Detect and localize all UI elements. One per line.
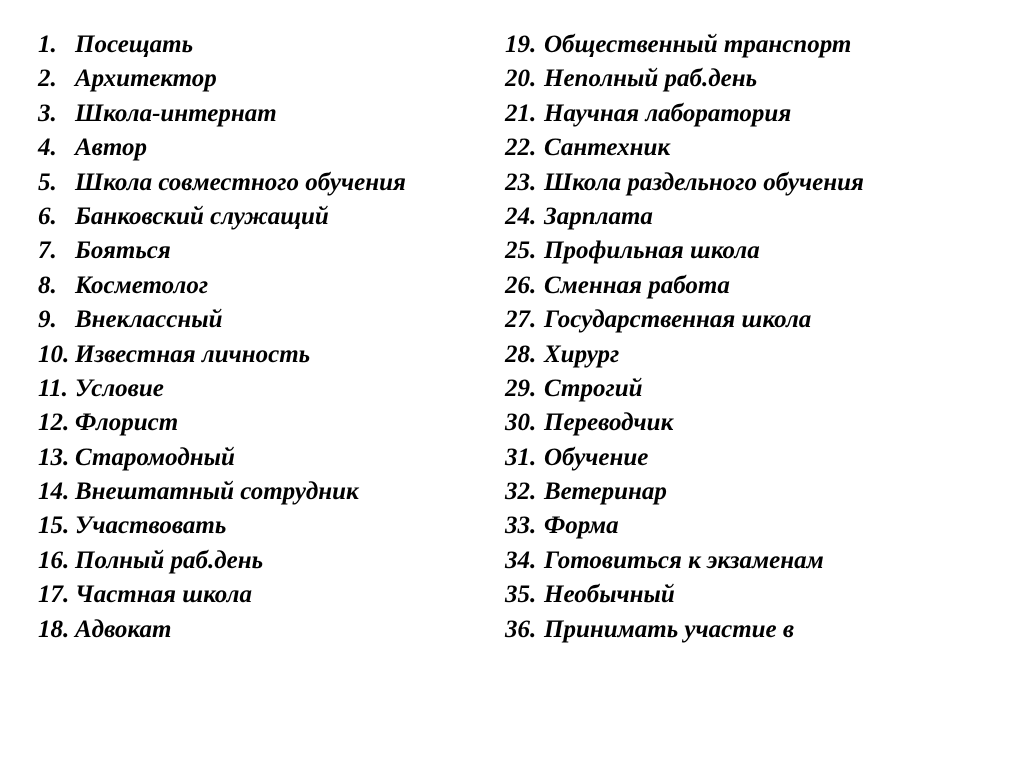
list-item-text: Принимать участие в xyxy=(544,615,795,643)
list-item-number: 1. xyxy=(38,31,57,58)
list-item xyxy=(505,441,1005,475)
list-item-text: Адвокат xyxy=(75,615,172,643)
list-item xyxy=(505,509,1005,543)
list-item xyxy=(505,372,1005,406)
list-item xyxy=(38,441,478,475)
list-item-text: Старомодный xyxy=(75,443,235,471)
list-item-number: 30. xyxy=(505,409,537,437)
list-item-text: Автор xyxy=(75,134,147,162)
list-item-text: Переводчик xyxy=(544,409,674,437)
list-item-text: Государственная школа xyxy=(544,306,812,334)
left-column-list xyxy=(38,28,478,647)
list-item-number: 21. xyxy=(505,99,537,127)
list-item-text: Флорист xyxy=(75,409,179,437)
list-item xyxy=(505,131,1005,165)
list-item xyxy=(505,578,1005,612)
list-item-text: Необычный xyxy=(544,581,675,609)
list-item xyxy=(505,97,1005,131)
list-item-number: 25. xyxy=(505,237,537,265)
list-item-number: 32. xyxy=(505,478,537,506)
list-item-text: Косметолог xyxy=(75,271,209,299)
list-item-text: Посещать xyxy=(75,31,194,58)
list-item-number: 8. xyxy=(38,271,57,299)
list-item-number: 20. xyxy=(505,65,537,93)
list-item-text: Форма xyxy=(544,512,619,540)
list-item-text: Неполный раб.день xyxy=(544,65,758,93)
list-item xyxy=(505,475,1005,509)
list-item-number: 31. xyxy=(505,443,537,471)
list-item xyxy=(505,28,1005,62)
list-item-text: Ветеринар xyxy=(544,478,667,506)
list-item-number: 17. xyxy=(38,581,70,609)
list-item xyxy=(38,97,478,131)
list-item-number: 11. xyxy=(38,374,68,402)
list-item xyxy=(505,234,1005,268)
list-item xyxy=(38,303,478,337)
list-item-number: 27. xyxy=(505,306,537,334)
list-item-number: 26. xyxy=(505,271,537,299)
list-item-number: 22. xyxy=(505,134,537,162)
list-item xyxy=(505,303,1005,337)
list-item-text: Полный раб.день xyxy=(75,546,264,574)
list-item-number: 36. xyxy=(505,615,537,643)
list-item-text: Строгий xyxy=(544,374,643,402)
list-item-text: Готовиться к экзаменам xyxy=(544,546,824,574)
list-item xyxy=(505,338,1005,372)
list-item xyxy=(38,406,478,440)
list-item-number: 28. xyxy=(505,340,537,368)
list-item xyxy=(505,166,1005,200)
list-item xyxy=(38,578,478,612)
list-item-text: Архитектор xyxy=(75,65,217,93)
list-item xyxy=(38,28,478,62)
list-item xyxy=(38,62,478,96)
list-item-number: 14. xyxy=(38,478,70,506)
list-item-number: 3. xyxy=(38,99,57,127)
list-item-number: 6. xyxy=(38,202,57,230)
list-item-text: Зарплата xyxy=(544,202,653,230)
list-item-number: 5. xyxy=(38,168,57,196)
list-item-number: 15. xyxy=(38,512,70,540)
list-item-number: 12. xyxy=(38,409,70,437)
list-item xyxy=(505,62,1005,96)
list-item-text: Условие xyxy=(75,374,164,402)
list-item-text: Бояться xyxy=(75,237,171,265)
list-item-number: 18. xyxy=(38,615,70,643)
list-item-number: 35. xyxy=(505,581,537,609)
list-item xyxy=(38,269,478,303)
list-item-text: Профильная школа xyxy=(544,237,760,265)
list-item-text: Банковский служащий xyxy=(75,202,329,230)
list-item-number: 16. xyxy=(38,546,70,574)
list-item xyxy=(38,544,478,578)
list-item xyxy=(38,613,478,647)
list-item-text: Обучение xyxy=(544,443,649,471)
list-item xyxy=(505,200,1005,234)
list-item-number: 4. xyxy=(38,134,57,162)
list-item xyxy=(38,372,478,406)
list-item-text: Участвовать xyxy=(75,512,227,540)
list-item-number: 19. xyxy=(505,31,537,58)
list-item-text: Школа совместного обучения xyxy=(75,168,406,196)
list-item-number: 7. xyxy=(38,237,57,265)
list-item-text: Сантехник xyxy=(544,134,671,162)
right-column-list xyxy=(505,28,1005,647)
list-item-text: Внештатный сотрудник xyxy=(75,478,359,506)
list-item xyxy=(38,234,478,268)
list-item xyxy=(38,200,478,234)
list-item-text: Сменная работа xyxy=(544,271,730,299)
list-item-text: Хирург xyxy=(544,340,620,368)
list-item xyxy=(38,166,478,200)
list-item-number: 24. xyxy=(505,202,537,230)
list-item-text: Частная школа xyxy=(75,581,253,609)
list-item-number: 34. xyxy=(505,546,537,574)
list-item xyxy=(505,406,1005,440)
list-item-text: Внеклассный xyxy=(75,306,223,334)
list-item xyxy=(505,613,1005,647)
list-item xyxy=(38,475,478,509)
list-item-text: Школа раздельного обучения xyxy=(544,168,864,196)
list-item-text: Известная личность xyxy=(75,340,311,368)
list-item-number: 33. xyxy=(505,512,537,540)
list-item xyxy=(505,544,1005,578)
list-item xyxy=(38,509,478,543)
list-item xyxy=(505,269,1005,303)
list-item xyxy=(38,131,478,165)
list-item-number: 23. xyxy=(505,168,537,196)
list-item-number: 2. xyxy=(38,65,57,93)
list-item-number: 13. xyxy=(38,443,70,471)
list-item-text: Общественный транспорт xyxy=(544,31,852,58)
list-item-number: 29. xyxy=(505,374,537,402)
list-item-text: Школа-интернат xyxy=(75,99,277,127)
list-item xyxy=(38,338,478,372)
list-item-number: 10. xyxy=(38,340,70,368)
list-item-text: Научная лаборатория xyxy=(544,99,792,127)
list-item-number: 9. xyxy=(38,306,57,334)
